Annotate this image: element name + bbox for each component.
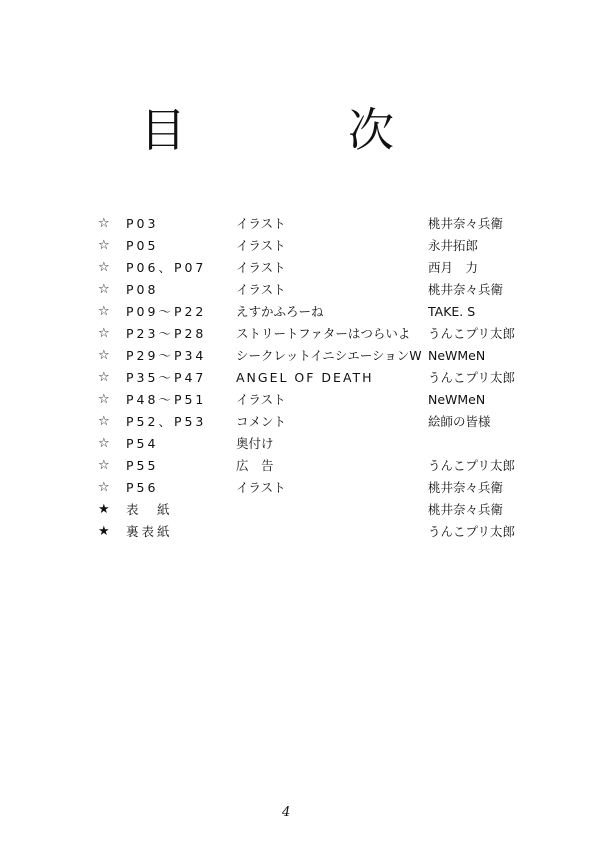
toc-author: 西月 力 (428, 260, 479, 275)
star-outline-icon: ☆ (98, 392, 110, 407)
star-outline-icon: ☆ (98, 282, 110, 297)
toc-author: NeWMeN (428, 348, 486, 363)
toc-row (98, 345, 528, 367)
toc-author: うんこプリ太郎 (428, 524, 516, 539)
toc-row (98, 411, 528, 433)
toc-row (98, 433, 528, 455)
toc-row (98, 521, 528, 543)
star-outline-icon: ☆ (98, 216, 110, 231)
toc-author: 永井拓郎 (428, 238, 479, 253)
toc-row (98, 455, 528, 477)
toc-title: イラスト (236, 480, 286, 495)
toc-author: 桃井奈々兵衛 (428, 502, 504, 517)
star-outline-icon: ☆ (98, 436, 110, 451)
toc-title: ストリートファターはつらいよ (236, 326, 411, 341)
toc-row (98, 367, 528, 389)
toc-row (98, 499, 528, 521)
star-outline-icon: ☆ (98, 326, 110, 341)
toc-author: 桃井奈々兵衛 (428, 216, 504, 231)
star-filled-icon: ★ (98, 524, 110, 539)
toc-author: TAKE. S (428, 304, 476, 319)
toc-title: イラスト (236, 282, 286, 297)
star-outline-icon: ☆ (98, 370, 110, 385)
toc-title: イラスト (236, 216, 286, 231)
star-outline-icon: ☆ (98, 238, 110, 253)
toc-author: 桃井奈々兵衛 (428, 480, 504, 495)
star-outline-icon: ☆ (98, 260, 110, 275)
toc-row (98, 477, 528, 499)
toc-row (98, 235, 528, 257)
toc-pages: P08 (126, 282, 159, 297)
star-outline-icon: ☆ (98, 480, 110, 495)
toc-author: NeWMeN (428, 392, 486, 407)
toc-pages: P56 (126, 480, 159, 495)
toc-title: イラスト (236, 392, 286, 407)
toc-title: イラスト (236, 238, 286, 253)
star-outline-icon: ☆ (98, 348, 110, 363)
toc-pages: P29～P34 (126, 348, 207, 363)
table-of-contents (98, 213, 528, 543)
toc-pages: P35～P47 (126, 370, 207, 385)
toc-pages: P23～P28 (126, 326, 207, 341)
toc-author: うんこプリ太郎 (428, 370, 516, 385)
toc-row (98, 323, 528, 345)
toc-title: 広 告 (236, 458, 274, 473)
star-outline-icon: ☆ (98, 304, 110, 319)
toc-row (98, 301, 528, 323)
toc-title: 奥付け (236, 436, 274, 451)
toc-pages: 裏表紙 (126, 524, 173, 539)
toc-row (98, 279, 528, 301)
toc-title: シークレットイニシエーションW (236, 348, 422, 363)
star-outline-icon: ☆ (98, 414, 110, 429)
toc-pages: P54 (126, 436, 159, 451)
page-number: 4 (282, 805, 291, 820)
star-outline-icon: ☆ (98, 458, 110, 473)
toc-title: えすかふろーね (236, 304, 324, 319)
toc-pages: P55 (126, 458, 159, 473)
toc-author: うんこプリ太郎 (428, 458, 516, 473)
toc-title: イラスト (236, 260, 286, 275)
toc-pages: P06、P07 (126, 260, 207, 275)
toc-pages: P03 (126, 216, 159, 231)
toc-author: 絵師の皆様 (428, 414, 491, 429)
page-title: 目 次 (140, 103, 452, 157)
toc-pages: P52、P53 (126, 414, 207, 429)
toc-author: うんこプリ太郎 (428, 326, 516, 341)
toc-pages: 表 紙 (126, 502, 173, 517)
toc-title: コメント (236, 414, 287, 429)
toc-pages: P05 (126, 238, 159, 253)
star-filled-icon: ★ (98, 502, 110, 517)
toc-pages: P09～P22 (126, 304, 207, 319)
toc-pages: P48～P51 (126, 392, 207, 407)
toc-author: 桃井奈々兵衛 (428, 282, 504, 297)
toc-row (98, 389, 528, 411)
toc-title: ANGEL OF DEATH (236, 370, 374, 385)
toc-row (98, 257, 528, 279)
toc-row (98, 213, 528, 235)
